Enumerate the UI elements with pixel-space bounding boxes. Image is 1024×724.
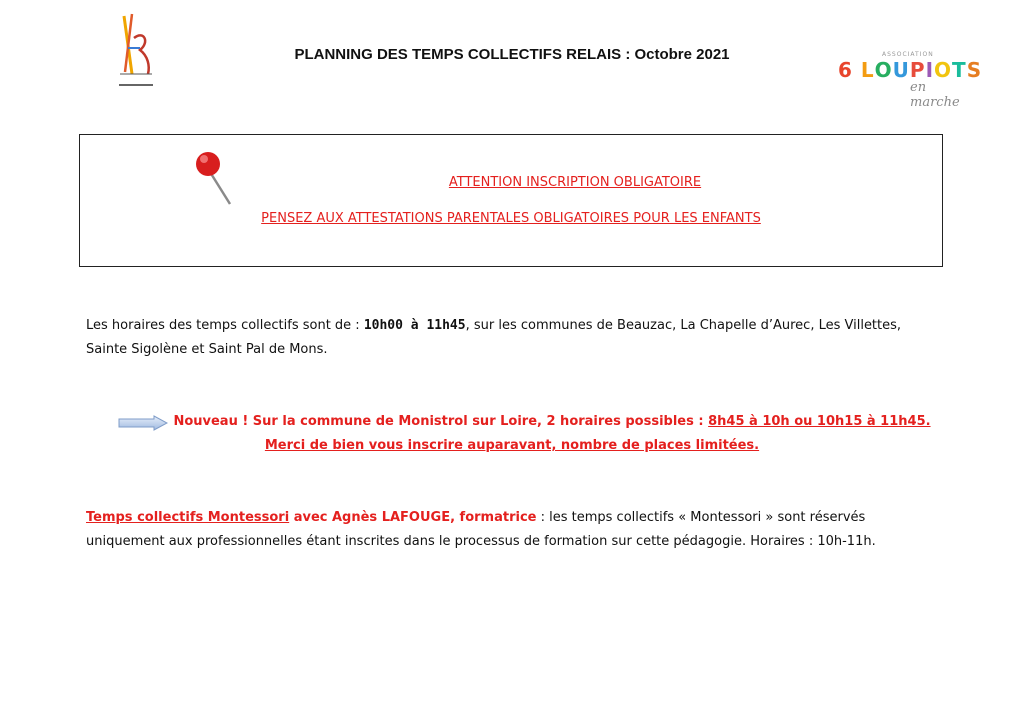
horaires-hours: 10h00 à 11h45 xyxy=(363,318,466,333)
page-title: PLANNING DES TEMPS COLLECTIFS RELAIS : Octobre 2021 xyxy=(294,46,730,63)
horaires-suffix: , sur les communes de Beauzac, La Chapelle d’Aurec, Les Villettes, Sainte Sigolène et Saint Pal de Mons. xyxy=(86,318,902,357)
logo-letter: I xyxy=(925,58,935,82)
logo-letter: S xyxy=(966,58,983,82)
nouveau-line xyxy=(0,414,1024,429)
logo-letter: P xyxy=(909,58,926,82)
inscription-reminder: Merci de bien vous inscrire auparavant, nombre de places limitées. xyxy=(264,438,760,453)
logo-tagline: en marche xyxy=(910,80,960,110)
logo-letter: O xyxy=(934,58,953,82)
attestation-line: PENSEZ AUX ATTESTATIONS PARENTALES OBLIGATOIRES POUR LES ENFANTS xyxy=(261,211,761,226)
logo-letter: T xyxy=(952,58,967,82)
pushpin-icon xyxy=(193,150,237,208)
logo-letter: 6 xyxy=(838,58,853,82)
montessori-text: : les temps collectifs « Montessori » sont réservés uniquement aux professionnelles étant inscrites dans le processus de formation sur cette pédagogie. Horaires : 10h-11h. xyxy=(86,510,876,549)
montessori-heading: Temps collectifs Montessori xyxy=(86,510,290,525)
nouveau-text: Nouveau ! Sur la commune de Monistrol sur Loire, 2 horaires possibles : xyxy=(173,414,709,429)
horaires-paragraph xyxy=(86,314,946,362)
logo-letter: U xyxy=(892,58,910,82)
montessori-paragraph xyxy=(86,506,946,554)
horaires-prefix: Les horaires des temps collectifs sont de : xyxy=(86,318,364,333)
logo-letter: O xyxy=(874,58,893,82)
logo-association-text: ASSOCIATION xyxy=(882,51,934,58)
montessori-trainer: avec Agnès LAFOUGE, formatrice xyxy=(289,510,537,525)
logo-letter: L xyxy=(860,58,875,82)
attention-line: ATTENTION INSCRIPTION OBLIGATOIRE xyxy=(448,175,702,190)
nouveau-hours: 8h45 à 10h ou 10h15 à 11h45. xyxy=(708,414,931,429)
